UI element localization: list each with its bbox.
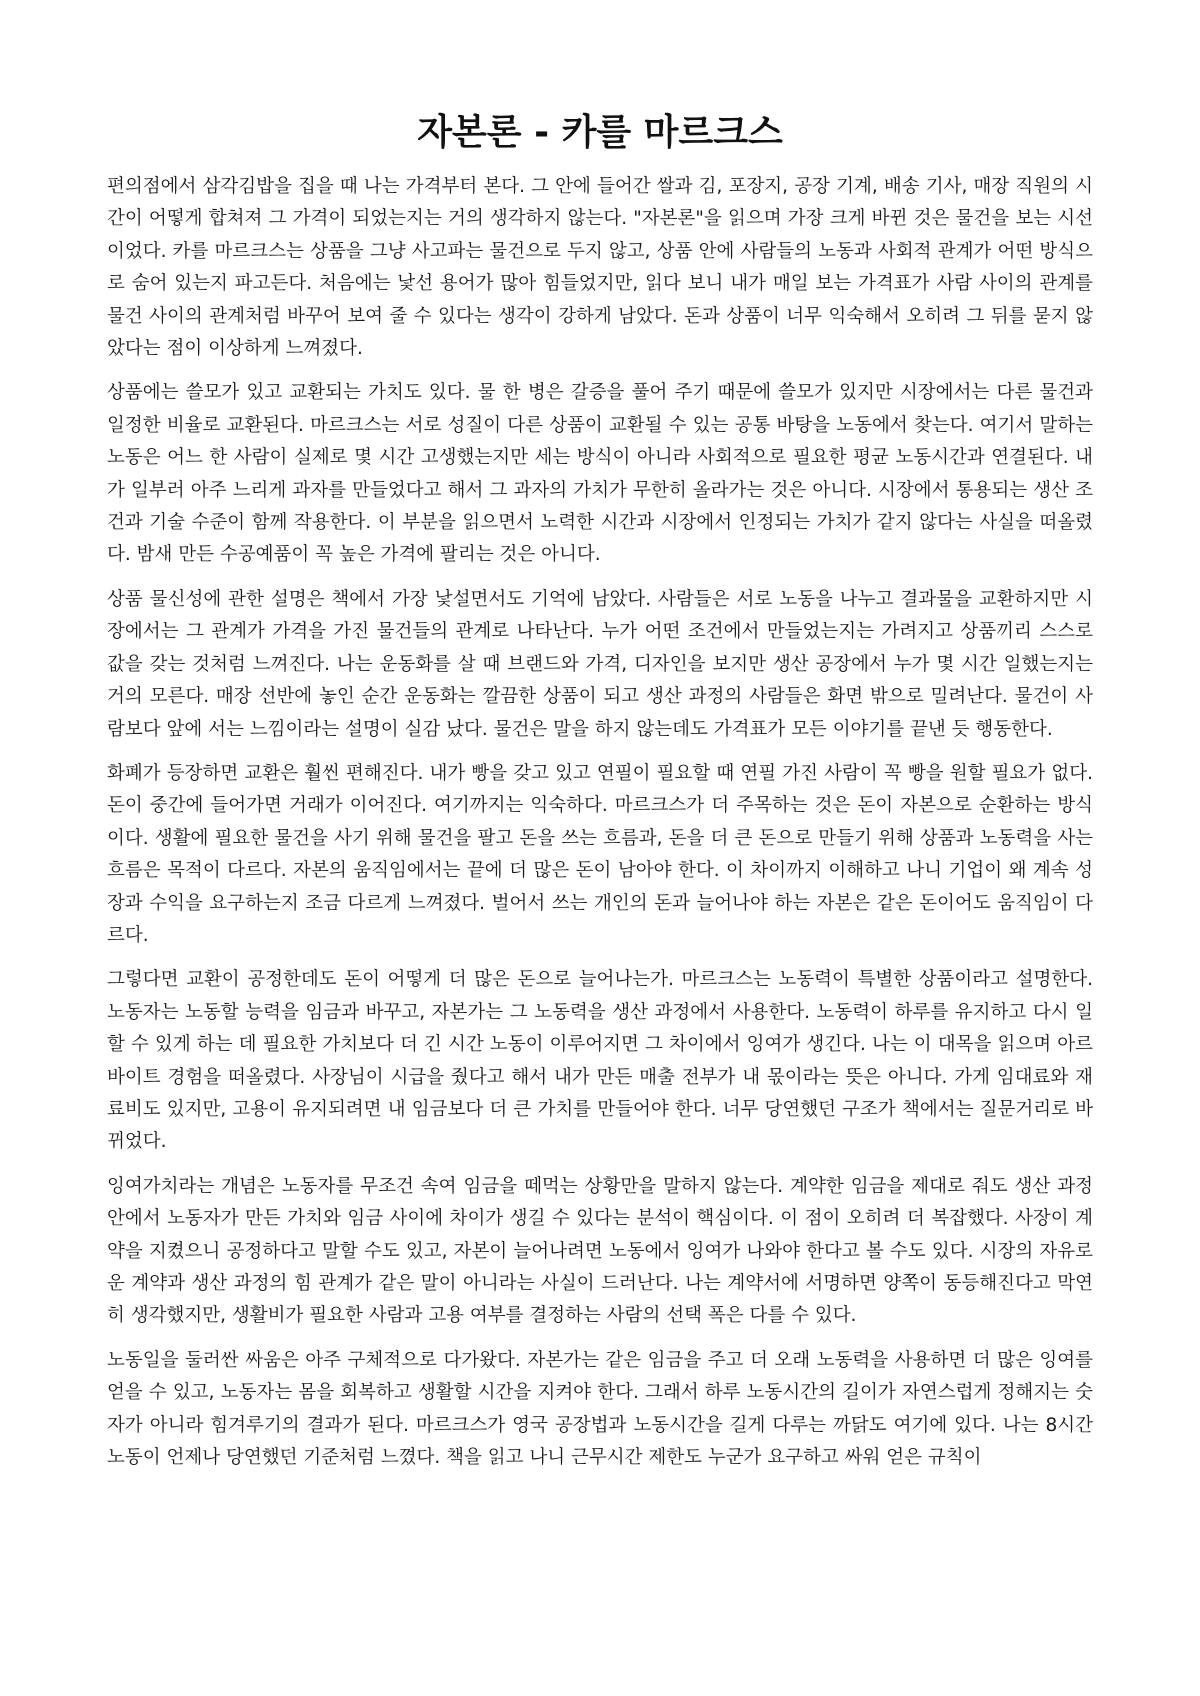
body-paragraph: 잉여가치라는 개념은 노동자를 무조건 속여 임금을 떼먹는 상황만을 말하지 않는다. 계약한 임금을 제대로 줘도 생산 과정 안에서 노동자가 만든 가치와 임금 사이에 차이가 생길 수 있다는 분석이 핵심이다. 이 점이 오히려 더 복잡했다. 사장이 계약을 지켰으니 공정하다고 말할 수도 있고, 자본이 늘어나려면 노동에서 잉여가 나와야 한다고 볼 수도 있다. 시장의 자유로운 계약과 생산 과정의 힘 관계가 같은 말이 아니라는 사실이 드러난다. 나는 계약서에 서명하면 양쪽이 동등해진다고 막연히 생각했지만, 생활비가 필요한 사람과 고용 여부를 결정하는 사람의 선택 폭은 다를 수 있다. xyxy=(107,1175,1093,1327)
body-paragraph: 편의점에서 삼각김밥을 집을 때 나는 가격부터 본다. 그 안에 들어간 쌀과 김, 포장지, 공장 기계, 배송 기사, 매장 직원의 시간이 어떻게 합쳐져 그 가격이 되었는지는 거의 생각하지 않는다. "자본론"을 읽으며 가장 크게 바뀐 것은 물건을 보는 시선이었다. 카를 마르크스는 상품을 그냥 사고파는 물건으로 두지 않고, 상품 안에 사람들의 노동과 사회적 관계가 어떤 방식으로 숨어 있는지 파고든다. 처음에는 낯선 용어가 많아 힘들었지만, 읽다 보니 내가 매일 보는 가격표가 사람 사이의 관계를 물건 사이의 관계처럼 바꾸어 보여 줄 수 있다는 생각이 강하게 남았다. 돈과 상품이 너무 익숙해서 오히려 그 뒤를 묻지 않았다는 점이 이상하게 느껴졌다. xyxy=(107,176,1093,360)
body-paragraph: 상품 물신성에 관한 설명은 책에서 가장 낯설면서도 기억에 남았다. 사람들은 서로 노동을 나누고 결과물을 교환하지만 시장에서는 그 관계가 가격을 가진 물건들의 관계로 나타난다. 누가 어떤 조건에서 만들었는지는 가려지고 상품끼리 스스로 값을 갖는 것처럼 느껴진다. 나는 운동화를 살 때 브랜드와 가격, 디자인을 보지만 생산 공장에서 누가 몇 시간 일했는지는 거의 모른다. 매장 선반에 놓인 순간 운동화는 깔끔한 상품이 되고 생산 과정의 사람들은 화면 밖으로 밀려난다. 물건이 사람보다 앞에 서는 느낌이라는 설명이 실감 났다. 물건은 말을 하지 않는데도 가격표가 모든 이야기를 끝낸 듯 행동한다. xyxy=(107,588,1093,740)
body-paragraph: 상품에는 쓸모가 있고 교환되는 가치도 있다. 물 한 병은 갈증을 풀어 주기 때문에 쓸모가 있지만 시장에서는 다른 물건과 일정한 비율로 교환된다. 마르크스는 서로 성질이 다른 상품이 교환될 수 있는 공통 바탕을 노동에서 찾는다. 여기서 말하는 노동은 어느 한 사람이 실제로 몇 시간 고생했는지만 세는 방식이 아니라 사회적으로 필요한 평균 노동시간과 연결된다. 내가 일부러 아주 느리게 과자를 만들었다고 해서 그 과자의 가치가 무한히 올라가는 것은 아니다. 시장에서 통용되는 생산 조건과 기술 수준이 함께 작용한다. 이 부분을 읽으면서 노력한 시간과 시장에서 인정되는 가치가 같지 않다는 사실을 떠올렸다. 밤새 만든 수공예품이 꼭 높은 가격에 팔리는 것은 아니다. xyxy=(107,382,1093,566)
document-title: 자본론 - 카를 마르크스 xyxy=(417,112,783,153)
body-paragraph: 노동일을 둘러싼 싸움은 아주 구체적으로 다가왔다. 자본가는 같은 임금을 주고 더 오래 노동력을 사용하면 더 많은 잉여를 얻을 수 있고, 노동자는 몸을 회복하고 생활할 시간을 지켜야 한다. 그래서 하루 노동시간의 길이가 자연스럽게 정해지는 숫자가 아니라 힘겨루기의 결과가 된다. 마르크스가 영국 공장법과 노동시간을 길게 다루는 까닭도 여기에 있다. 나는 8시간 노동이 언제나 당연했던 기준처럼 느꼈다. 책을 읽고 나니 근무시간 제한도 누군가 요구하고 싸워 얻은 규칙이 xyxy=(107,1349,1093,1469)
body-paragraph: 그렇다면 교환이 공정한데도 돈이 어떻게 더 많은 돈으로 늘어나는가. 마르크스는 노동력이 특별한 상품이라고 설명한다. 노동자는 노동할 능력을 임금과 바꾸고, 자본가는 그 노동력을 생산 과정에서 사용한다. 노동력이 하루를 유지하고 다시 일할 수 있게 하는 데 필요한 가치보다 더 긴 시간 노동이 이루어지면 그 차이에서 잉여가 생긴다. 나는 이 대목을 읽으며 아르바이트 경험을 떠올렸다. 사장님이 시급을 줬다고 해서 내가 만든 매출 전부가 내 몫이라는 뜻은 아니다. 가게 임대료와 재료비도 있지만, 고용이 유지되려면 내 임금보다 더 큰 가치를 만들어야 한다. 너무 당연했던 구조가 책에서는 질문거리로 바뀌었다. xyxy=(107,969,1093,1153)
document-body xyxy=(107,171,1093,1474)
body-paragraph: 화폐가 등장하면 교환은 훨씬 편해진다. 내가 빵을 갖고 있고 연필이 필요할 때 연필 가진 사람이 꼭 빵을 원할 필요가 없다. 돈이 중간에 들어가면 거래가 이어진다. 여기까지는 익숙하다. 마르크스가 더 주목하는 것은 돈이 자본으로 순환하는 방식이다. 생활에 필요한 물건을 사기 위해 물건을 팔고 돈을 쓰는 흐름과, 돈을 더 큰 돈으로 만들기 위해 상품과 노동력을 사는 흐름은 목적이 다르다. 자본의 움직임에서는 끝에 더 많은 돈이 남아야 한다. 이 차이까지 이해하고 나니 기업이 왜 계속 성장과 수익을 요구하는지 조금 다르게 느껴졌다. 벌어서 쓰는 개인의 돈과 늘어나야 하는 자본은 같은 돈이어도 움직임이 다르다. xyxy=(107,762,1093,946)
